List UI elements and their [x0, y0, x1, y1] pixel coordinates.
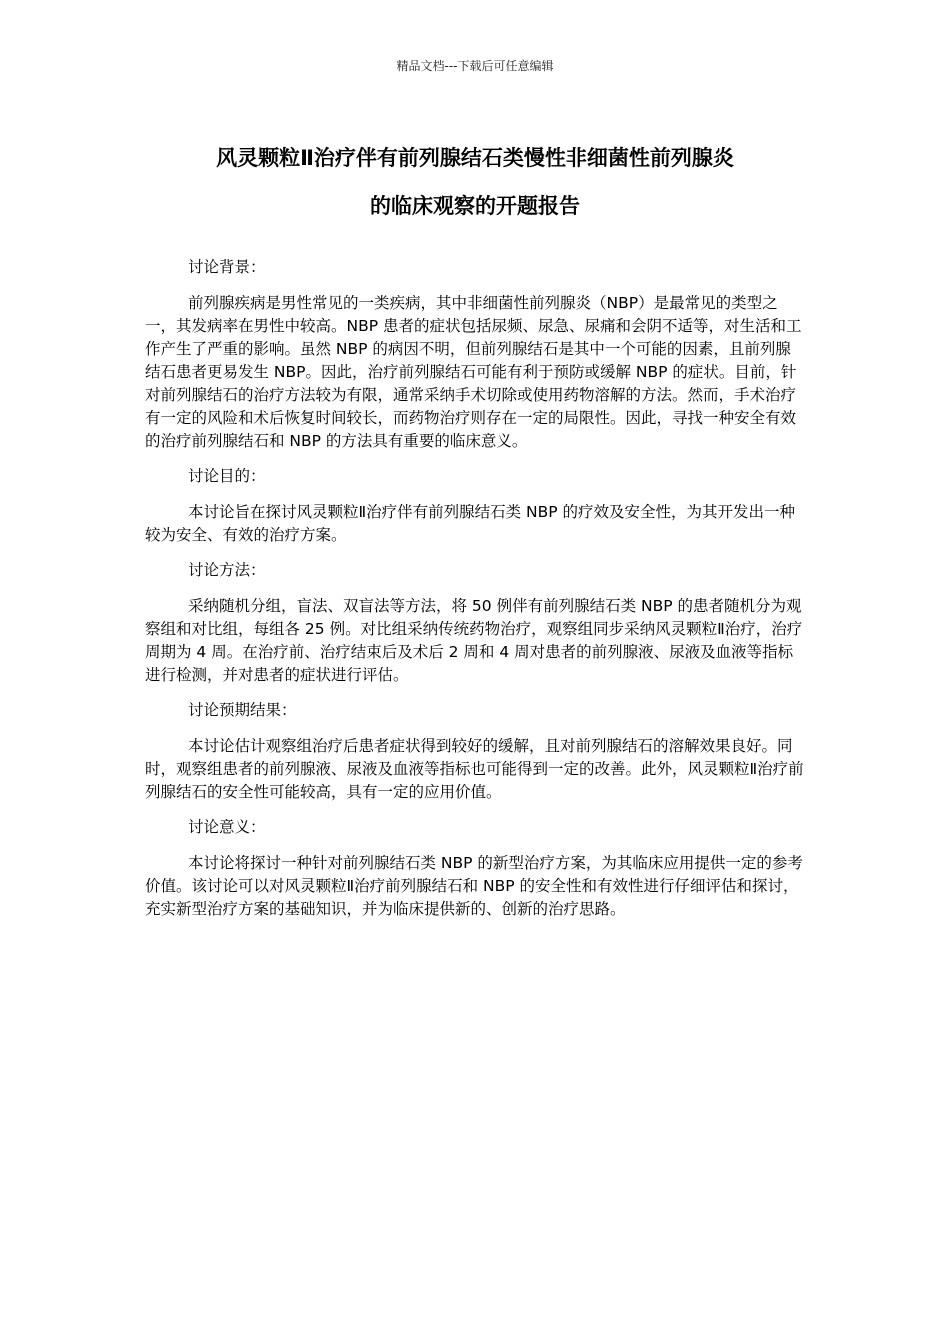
section-paragraph-background: 前列腺疾病是男性常见的一类疾病，其中非细菌性前列腺炎（NBP）是最常见的类型之一，其发病率在男性中较高。NBP 患者的症状包括尿频、尿急、尿痛和会阴不适等，对生活和工作产生了严重的影响。虽然 NBP 的病因不明，但前列腺结石是其中一个可能的因素，且前列腺结石患者更易发生 NBP。因此，治疗前列腺结石可能有利于预防或缓解 NBP 的症状。目前，针对前列腺结石的治疗方法较为有限，通常采纳手术切除或使用药物溶解的方法。然而，手术治疗有一定的风险和术后恢复时间较长，而药物治疗则存在一定的局限性。因此，寻找一种安全有效的治疗前列腺结石和 NBP 的方法具有重要的临床意义。	[145, 294, 802, 450]
document-body	[145, 256, 805, 933]
section-paragraph-method: 采纳随机分组，盲法、双盲法等方法，将 50 例伴有前列腺结石类 NBP 的患者随机分为观察组和对比组，每组各 25 例。对比组采纳传统药物治疗，观察组同步采纳风灵颗粒Ⅱ治疗，治疗周期为 4 周。在治疗前、治疗结束后及术后 2 周和 4 周对患者的前列腺液、尿液及血液等指标进行检测，并对患者的症状进行评估。	[145, 597, 803, 684]
section-paragraph-significance: 本讨论将探讨一种针对前列腺结石类 NBP 的新型治疗方案，为其临床应用提供一定的参考价值。该讨论可以对风灵颗粒Ⅱ治疗前列腺结石和 NBP 的安全性和有效性进行仔细评估和探讨，充实新型治疗方案的基础知识，并为临床提供新的、创新的治疗思路。	[145, 854, 803, 918]
section-paragraph-purpose: 本讨论旨在探讨风灵颗粒Ⅱ治疗伴有前列腺结石类 NBP 的疗效及安全性，为其开发出一种较为安全、有效的治疗方案。	[145, 503, 796, 544]
title-line-2: 的临床观察的开题报告	[370, 194, 580, 218]
page-header: 精品文档---下载后可任意编辑	[396, 59, 554, 73]
section-heading-purpose: 讨论目的：	[188, 467, 266, 485]
section-paragraph-expected-results: 本讨论估计观察组治疗后患者症状得到较好的缓解，且对前列腺结石的溶解效果良好。同时，观察组患者的前列腺液、尿液及血液等指标也可能得到一定的改善。此外，风灵颗粒Ⅱ治疗前列腺结石的安全性可能较高，具有一定的应用价值。	[145, 737, 804, 801]
section-heading-background: 讨论背景：	[188, 258, 266, 276]
section-heading-significance: 讨论意义：	[188, 818, 266, 836]
section-heading-method: 讨论方法：	[188, 561, 266, 579]
title-line-1: 风灵颗粒Ⅱ治疗伴有前列腺结石类慢性非细菌性前列腺炎	[216, 146, 734, 170]
section-heading-expected-results: 讨论预期结果：	[188, 701, 297, 719]
document-title	[140, 134, 810, 230]
